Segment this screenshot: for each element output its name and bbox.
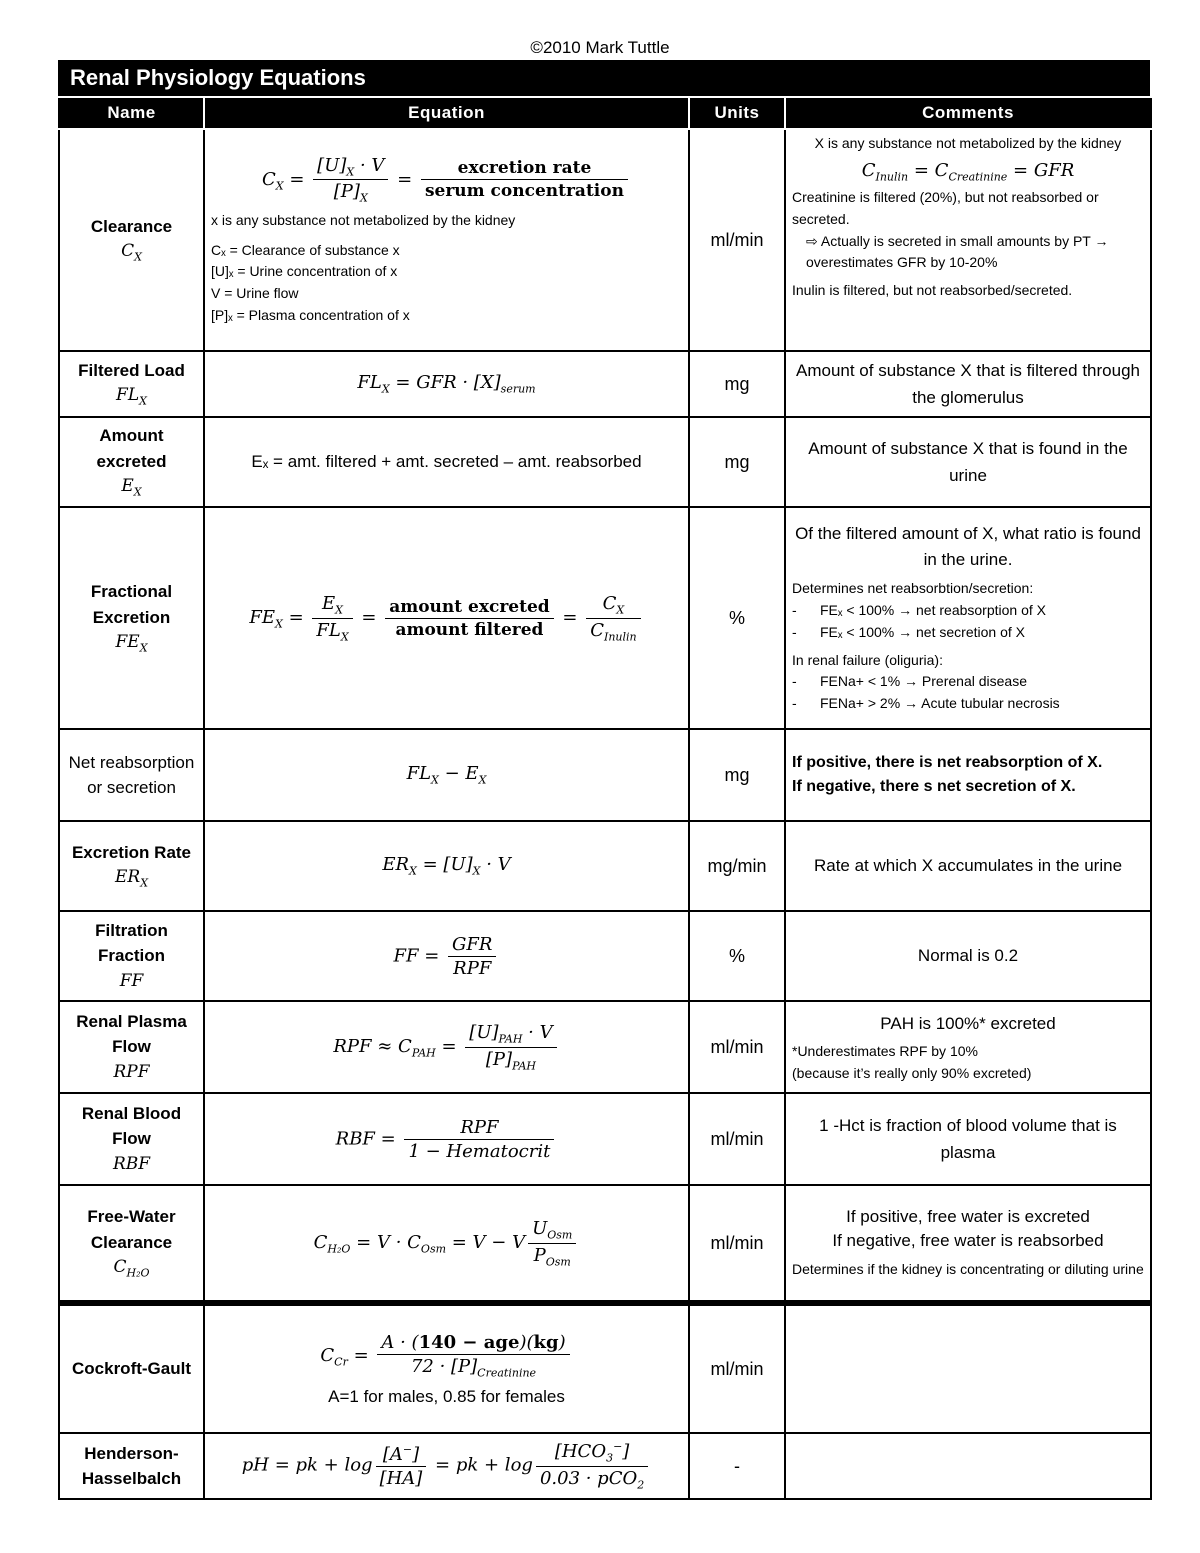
rbf-units: ml/min — [689, 1093, 785, 1185]
amount-excreted-symbol: $E_X$ — [121, 476, 142, 499]
row-amount-excreted — [59, 417, 1151, 507]
net-reabsorption-equation: $FL_X - E_X$ — [204, 729, 689, 821]
filtration-fraction-name-cell — [59, 911, 204, 1001]
fe-bullet: - FEₓ < 100% → net reabsorption of X — [792, 602, 1046, 619]
clearance-name-cell — [59, 129, 204, 351]
filtered-load-name-cell — [59, 351, 204, 417]
filtered-load-comment: Amount of substance X that is filtered through the glomerulus — [785, 351, 1151, 417]
rpf-name-cell — [59, 1001, 204, 1093]
cockroft-comment — [785, 1303, 1151, 1433]
filtration-fraction-name: Filtration Fraction — [95, 920, 168, 966]
rbf-name: Renal Blood Flow — [81, 1103, 182, 1149]
excretion-rate-equation: $ER_X = [U]_X \cdot V$ — [204, 821, 689, 911]
clearance-def: V = Urine flow — [211, 284, 299, 301]
equations-table — [58, 98, 1152, 1500]
excretion-rate-units: mg/min — [689, 821, 785, 911]
filtration-fraction-symbol: FF — [119, 970, 144, 991]
fe-bullet-text: FENa+ > 2% → Acute tubular necrosis — [820, 694, 1060, 711]
cockroft-note: A=1 for males, 0.85 for females — [328, 1386, 565, 1406]
free-water-name-cell — [59, 1185, 204, 1303]
amount-excreted-comment: Amount of substance X that is found in the urine — [785, 417, 1151, 507]
col-header-name: Name — [59, 98, 204, 129]
rpf-comment: PAH is 100%* excreted — [880, 1013, 1056, 1033]
cockroft-units: ml/min — [689, 1303, 785, 1433]
net-comment: If positive, there is net reabsorption of X. — [792, 754, 1103, 771]
fe-comment-head: Of the filtered amount of X, what ratio is found in the urine. — [795, 524, 1141, 569]
clearance-comment: Creatinine is filtered (20%), but not reabsorbed or secreted. — [792, 189, 1099, 228]
rbf-name-cell — [59, 1093, 204, 1185]
fractional-excretion-units: % — [689, 507, 785, 729]
free-water-equation: $C_{H_2O} = V \cdot C_{Osm} = V - V$ $\frac{U_{Osm}}{P_{Osm}}$ — [204, 1185, 689, 1303]
rpf-comment: *Underestimates RPF by 10% — [792, 1042, 978, 1059]
filtered-load-equation: $FL_X$ = GFR · $[X]_{serum}$ — [204, 351, 689, 417]
rpf-name: Renal Plasma Flow — [76, 1011, 187, 1057]
excretion-rate-symbol: $ER_X$ — [114, 867, 149, 890]
row-cockroft-gault — [59, 1303, 1151, 1433]
col-header-equation: Equation — [204, 98, 689, 129]
clearance-comment: X is any substance not metabolized by the kidney — [814, 135, 1122, 151]
free-water-symbol: $C_{H_2O}$ — [113, 1257, 150, 1280]
henderson-comment — [785, 1433, 1151, 1499]
clearance-equation-cell — [204, 129, 689, 351]
sheet-title: Renal Physiology Equations — [58, 60, 1150, 98]
fe-bullet: - FENa+ > 2% → Acute tubular necrosis — [792, 694, 1060, 711]
net-reabsorption-units: mg — [689, 729, 785, 821]
clearance-eq-note: x is any substance not metabolized by the kidney — [211, 211, 516, 228]
fractional-excretion-comments — [785, 507, 1151, 729]
clearance-gfr-equation: $C_{Inulin} = C_{Creatinine}$ = GFR — [861, 159, 1075, 184]
clearance-defs — [211, 240, 682, 327]
free-water-comments — [785, 1185, 1151, 1303]
cockroft-name: Cockroft-Gault — [59, 1303, 204, 1433]
filtration-fraction-units: % — [689, 911, 785, 1001]
row-filtered-load — [59, 351, 1151, 417]
amount-excreted-equation: Eₓ = amt. filtered + amt. secreted – amt. reabsorbed — [204, 417, 689, 507]
row-clearance — [59, 129, 1151, 351]
henderson-name: Henderson-Hasselbalch — [59, 1433, 204, 1499]
cockroft-equation: $C_{Cr}$ = $\frac{\text{A · (140 − age)(kg)}}{72 \cdot [P]_{Creatinine}}$ — [211, 1331, 682, 1381]
fe-bullet-text: FEₓ < 100% → net secretion of X — [820, 623, 1025, 640]
excretion-rate-name-cell — [59, 821, 204, 911]
clearance-symbol: $C_X$ — [121, 241, 142, 264]
col-header-comments: Comments — [785, 98, 1151, 129]
clearance-name: Clearance — [90, 216, 173, 236]
col-header-units: Units — [689, 98, 785, 129]
row-free-water-clearance — [59, 1185, 1151, 1303]
henderson-equation: pH = pk + log $\frac{[A^-]}{[HA]}$ = pk + log $\frac{[HCO_3^-]}{0.03 \cdot pCO_2}$ — [204, 1433, 689, 1499]
rbf-equation: RBF = $\frac{\text{RPF}}{\text{1 − Hematocrit}}$ — [204, 1093, 689, 1185]
net-comment: If negative, there s net secretion of X. — [792, 778, 1076, 795]
clearance-def: Cₓ = Clearance of substance x — [211, 241, 400, 258]
filtration-fraction-equation: FF = $\frac{\text{GFR}}{\text{RPF}}$ — [204, 911, 689, 1001]
rpf-comment: (because it’s really only 90% excreted) — [792, 1064, 1032, 1081]
clearance-def: [U]ₓ = Urine concentration of x — [211, 263, 398, 280]
equations-sheet — [58, 60, 1150, 1500]
row-excretion-rate — [59, 821, 1151, 911]
fw-comment: Determines if the kidney is concentrating or diluting urine — [792, 1260, 1144, 1277]
henderson-units: - — [689, 1433, 785, 1499]
filtered-load-units: mg — [689, 351, 785, 417]
cockroft-equation-cell — [204, 1303, 689, 1433]
fractional-excretion-name: Fractional Excretion — [90, 582, 173, 627]
filtration-fraction-comment: Normal is 0.2 — [785, 911, 1151, 1001]
fe-bullet: - FENa+ < 1% → Prerenal disease — [792, 673, 1027, 690]
fe-bullet: - FEₓ < 100% → net secretion of X — [792, 623, 1025, 640]
filtered-load-name: Filtered Load — [78, 360, 185, 380]
row-renal-blood-flow — [59, 1093, 1151, 1185]
rpf-equation: RPF ≈ $C_{PAH}$ = $\frac{[U]_{PAH} \cdot V}{[P]_{PAH}}$ — [204, 1001, 689, 1093]
row-filtration-fraction — [59, 911, 1151, 1001]
fe-comment-sub: Determines net reabsorbtion/secretion: — [792, 580, 1034, 597]
fw-comment: If negative, free water is reabsorbed — [832, 1231, 1104, 1251]
excretion-rate-name: Excretion Rate — [71, 842, 192, 862]
excretion-rate-comment: Rate at which X accumulates in the urine — [785, 821, 1151, 911]
row-henderson-hasselbalch — [59, 1433, 1151, 1499]
header-row — [59, 98, 1151, 129]
filtered-load-symbol: $FL_X$ — [116, 385, 147, 408]
copyright-notice: ©2010 Mark Tuttle — [530, 38, 670, 57]
rpf-comments — [785, 1001, 1151, 1093]
amount-excreted-name: Amount excreted — [96, 426, 167, 471]
arrow-icon: ⇨ — [806, 232, 821, 249]
fe-comment-sub: In renal failure (oliguria): — [792, 651, 943, 668]
free-water-units: ml/min — [689, 1185, 785, 1303]
fractional-excretion-name-cell — [59, 507, 204, 729]
rpf-symbol: RPF — [113, 1061, 150, 1082]
fe-bullet-text: FENa+ < 1% → Prerenal disease — [820, 673, 1027, 690]
fractional-excretion-symbol: $FE_X$ — [115, 632, 148, 655]
rbf-symbol: RBF — [112, 1153, 151, 1174]
clearance-comment: Inulin is filtered, but not reabsorbed/secreted. — [792, 282, 1073, 299]
row-net-reabsorption — [59, 729, 1151, 821]
row-renal-plasma-flow — [59, 1001, 1151, 1093]
row-fractional-excretion — [59, 507, 1151, 729]
net-reabsorption-comments — [785, 729, 1151, 821]
rbf-comment: 1 -Hct is fraction of blood volume that is plasma — [785, 1093, 1151, 1185]
free-water-name: Free-Water Clearance — [87, 1207, 176, 1252]
fractional-excretion-equation: $FE_X$ = $\frac{E_X}{FL_X}$ = $\frac{\text{amount excreted}}{\text{amount filtered}}$ = $\frac{C_X}{C_{Inulin}}$ — [204, 507, 689, 729]
fe-bullet-text: FEₓ < 100% → net reabsorption of X — [820, 602, 1046, 619]
clearance-units: ml/min — [689, 129, 785, 351]
clearance-comment-arrow — [792, 231, 1144, 274]
net-reabsorption-name: Net reabsorption or secretion — [59, 729, 204, 821]
amount-excreted-name-cell — [59, 417, 204, 507]
clearance-comments — [785, 129, 1151, 351]
amount-excreted-units: mg — [689, 417, 785, 507]
fw-comment: If positive, free water is excreted — [846, 1207, 1090, 1227]
clearance-equation: $C_X$ = $\frac{[U]_X \cdot V}{[P]_X}$ = $\frac{\text{excretion rate}}{\text{serum concentration}}$ — [211, 154, 682, 206]
clearance-comment: Actually is secreted in small amounts by PT → overestimates GFR by 10-20% — [806, 232, 1109, 271]
rpf-units: ml/min — [689, 1001, 785, 1093]
clearance-def: [P]ₓ = Plasma concentration of x — [211, 306, 410, 323]
